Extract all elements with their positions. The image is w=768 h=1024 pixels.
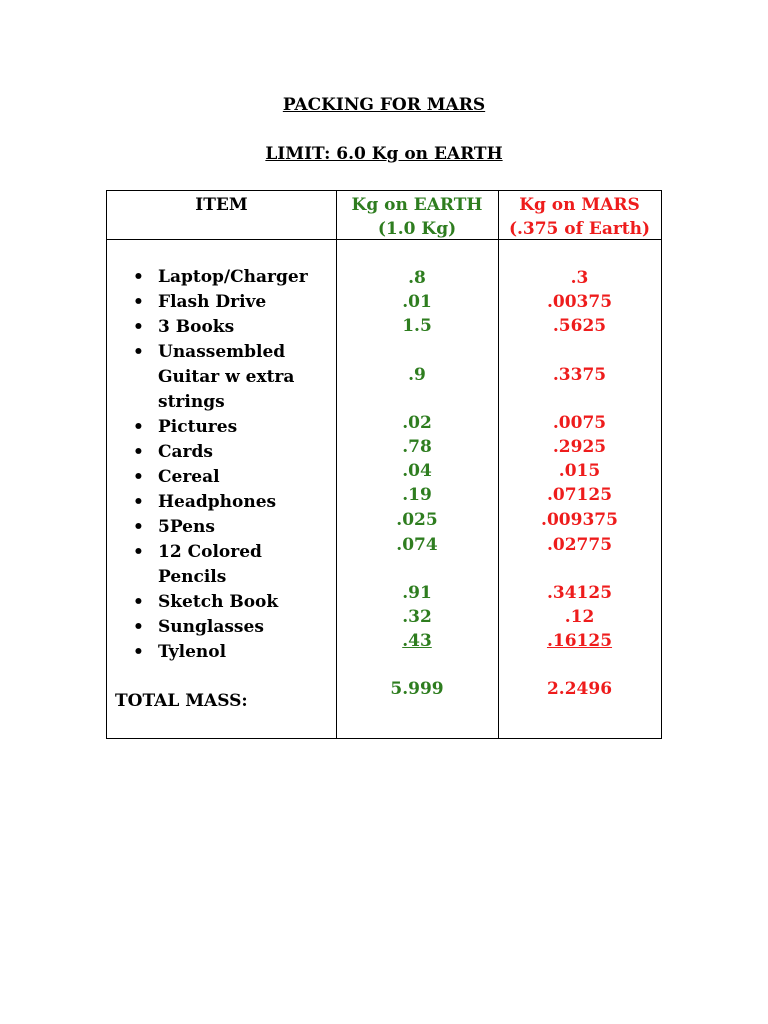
mars-value: .015 xyxy=(558,461,601,481)
bullet-icon: • xyxy=(133,617,144,637)
bullet-icon: • xyxy=(133,267,144,287)
list-item xyxy=(107,590,336,615)
earth-value: .32 xyxy=(402,607,432,627)
list-item xyxy=(107,640,336,665)
item-label: Sketch Book xyxy=(158,592,279,612)
item-label: Tylenol xyxy=(158,642,227,662)
page-title: PACKING FOR MARS xyxy=(282,95,486,115)
item-label: Pictures xyxy=(158,417,238,437)
earth-value: .074 xyxy=(396,535,438,555)
list-item xyxy=(107,465,336,490)
item-label: Cards xyxy=(158,442,213,462)
earth-header-line1: Kg on EARTH xyxy=(351,195,483,215)
item-label: Headphones xyxy=(158,492,277,512)
earth-value: .43 xyxy=(402,631,432,651)
mars-value: .0075 xyxy=(552,413,607,433)
limit-heading: LIMIT: 6.0 Kg on EARTH xyxy=(265,144,503,164)
bullet-icon: • xyxy=(133,292,144,312)
item-label: 5Pens xyxy=(158,517,215,537)
mars-value: .00375 xyxy=(546,292,613,312)
bullet-icon: • xyxy=(133,517,144,537)
earth-value: .9 xyxy=(408,365,426,385)
list-item xyxy=(107,440,336,465)
mars-value: .16125 xyxy=(546,631,613,651)
mars-value: .07125 xyxy=(546,485,613,505)
item-label: Flash Drive xyxy=(158,292,267,312)
mars-value: .34125 xyxy=(546,583,613,603)
earth-value: .04 xyxy=(402,461,432,481)
earth-header xyxy=(336,193,498,241)
list-item xyxy=(107,265,336,290)
earth-value: .02 xyxy=(402,413,432,433)
bullet-icon: • xyxy=(133,417,144,437)
item-label: Sunglasses xyxy=(158,617,264,637)
packing-table xyxy=(106,190,662,739)
mars-value: .3 xyxy=(570,268,589,288)
mars-value: .12 xyxy=(564,607,595,627)
mars-total: 2.2496 xyxy=(546,679,613,699)
total-mass-label: TOTAL MASS: xyxy=(115,691,248,711)
earth-header-line2: (1.0 Kg) xyxy=(377,219,457,239)
earth-value: .025 xyxy=(396,510,438,530)
earth-value: 1.5 xyxy=(402,316,432,336)
earth-value: .91 xyxy=(402,583,432,603)
list-item xyxy=(107,340,308,415)
list-item xyxy=(107,290,336,315)
mars-value: .3375 xyxy=(552,365,607,385)
mars-value: .2925 xyxy=(552,437,607,457)
bullet-icon: • xyxy=(133,467,144,487)
item-label: Unassembled Guitar w extra strings xyxy=(158,342,295,412)
bullet-icon: • xyxy=(133,642,144,662)
earth-value: .01 xyxy=(402,292,432,312)
item-label: Cereal xyxy=(158,467,220,487)
bullet-icon: • xyxy=(133,342,144,362)
mars-value: .5625 xyxy=(552,316,607,336)
list-item xyxy=(107,415,336,440)
list-item xyxy=(107,540,288,590)
item-label: 12 Colored Pencils xyxy=(158,542,262,587)
mars-value: .02775 xyxy=(546,535,613,555)
bullet-icon: • xyxy=(133,442,144,462)
mars-header-line2: (.375 of Earth) xyxy=(508,219,651,239)
list-item xyxy=(107,315,336,340)
item-list xyxy=(107,265,336,665)
list-item xyxy=(107,515,336,540)
bullet-icon: • xyxy=(133,317,144,337)
bullet-icon: • xyxy=(133,492,144,512)
item-header-label: ITEM xyxy=(195,195,248,215)
mars-value: .009375 xyxy=(541,510,618,530)
mars-header-line1: Kg on MARS xyxy=(519,195,640,215)
bullet-icon: • xyxy=(133,542,144,562)
earth-value: .19 xyxy=(402,485,432,505)
earth-total: 5.999 xyxy=(390,679,444,699)
mars-header xyxy=(498,193,661,241)
item-header xyxy=(107,193,336,217)
list-item xyxy=(107,490,336,515)
earth-value: .78 xyxy=(402,437,432,457)
item-label: Laptop/Charger xyxy=(158,267,308,287)
item-label: 3 Books xyxy=(158,317,235,337)
earth-value: .8 xyxy=(408,268,426,288)
list-item xyxy=(107,615,336,640)
bullet-icon: • xyxy=(133,592,144,612)
